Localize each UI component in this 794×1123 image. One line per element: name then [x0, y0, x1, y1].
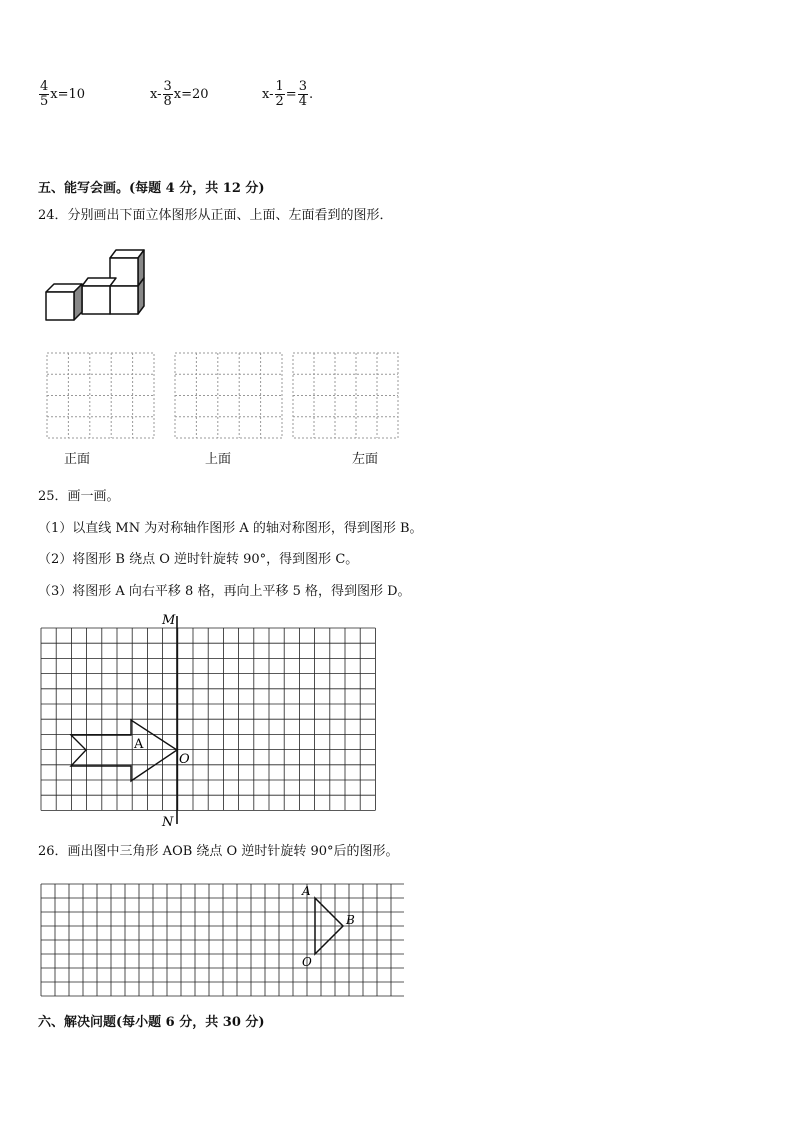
label-o-point: O [302, 955, 312, 969]
left-view-grid[interactable] [292, 352, 400, 440]
label-a: A [134, 737, 144, 752]
equation-3-fraction-2 [298, 80, 308, 109]
front-view-grid[interactable] [46, 352, 156, 440]
question-25-item-2: （2）将图形 B 绕点 O 逆时针旋转 90°，得到图形 C。 [38, 552, 359, 567]
equation-2 [150, 80, 209, 109]
label-m: M [162, 613, 176, 628]
question-26-grid[interactable] [36, 880, 404, 1002]
label-a-point: A [302, 884, 311, 898]
label-left-view: 左面 [352, 452, 379, 467]
equation-3-prefix: x- [262, 87, 274, 102]
equation-3-fraction-1 [275, 80, 285, 109]
equation-2-denominator: 8 [163, 94, 172, 109]
equation-3-denominator-2: 4 [298, 94, 307, 109]
equation-3 [262, 80, 313, 109]
equation-2-suffix: x=20 [173, 87, 209, 102]
question-24-text: 24．分别画出下面立体图形从正面、上面、左面看到的图形． [38, 208, 393, 223]
equation-1-suffix: x=10 [50, 87, 86, 102]
equation-1 [38, 80, 85, 109]
label-b-point: B [346, 913, 355, 927]
label-o: O [179, 752, 190, 767]
equation-1-denominator: 5 [40, 94, 49, 109]
label-front-view: 正面 [64, 452, 91, 467]
question-25-grid[interactable] [36, 610, 380, 830]
equation-1-fraction [39, 80, 49, 109]
label-top-view: 上面 [205, 452, 232, 467]
equation-3-numerator-2: 3 [298, 79, 307, 94]
question-25-text: 25．画一画。 [38, 489, 120, 504]
equation-3-period: . [308, 87, 314, 102]
equation-2-fraction [163, 80, 173, 109]
section-6-heading: 六、解决问题(每小题 6 分，共 30 分) [38, 1015, 265, 1030]
question-26-text: 26．画出图中三角形 AOB 绕点 O 逆时针旋转 90°后的图形。 [38, 844, 399, 859]
question-25-item-3: （3）将图形 A 向右平移 8 格，再向上平移 5 格，得到图形 D。 [38, 584, 411, 599]
top-view-grid[interactable] [174, 352, 284, 440]
equation-1-numerator: 4 [40, 79, 49, 94]
equation-2-numerator: 3 [163, 79, 172, 94]
question-25-item-1: （1）以直线 MN 为对称轴作图形 A 的轴对称图形，得到图形 B。 [38, 521, 423, 536]
equation-3-denominator-1: 2 [275, 94, 284, 109]
equation-2-prefix: x- [150, 87, 162, 102]
label-n: N [162, 815, 174, 830]
cube-stack-figure [40, 244, 150, 324]
equation-3-numerator-1: 1 [275, 79, 284, 94]
section-5-heading: 五、能写会画。(每题 4 分，共 12 分) [38, 181, 265, 196]
equation-3-equals: = [285, 87, 297, 102]
